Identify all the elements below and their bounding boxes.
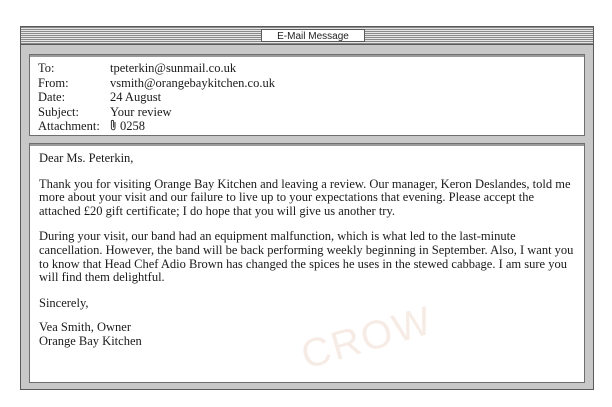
attachment-value: 0258: [120, 119, 145, 133]
window-title: E-Mail Message: [261, 29, 365, 42]
from-label: From:: [38, 75, 69, 90]
from-value: vsmith@orangebaykitchen.co.uk: [110, 75, 275, 90]
email-header-panel: [29, 54, 585, 136]
subject-label: Subject:: [38, 104, 79, 119]
signature-name: Vea Smith, Owner: [39, 320, 131, 335]
watermark: CROW: [296, 298, 438, 378]
attachment-label: Attachment:: [38, 119, 100, 133]
date-label: Date:: [38, 90, 66, 104]
attachment-row: [38, 119, 584, 135]
email-body-panel: [29, 143, 585, 383]
from-row: [38, 76, 584, 91]
signature-company: Orange Bay Kitchen: [39, 333, 142, 348]
date-value: 24 August: [110, 90, 162, 104]
subject-value: Your review: [110, 104, 172, 119]
date-row: [38, 90, 584, 105]
subject-row: [38, 105, 584, 120]
paperclip-icon: [110, 119, 117, 135]
title-bar[interactable]: [21, 27, 593, 45]
body-paragraph-1: Thank you for visiting Orange Bay Kitchen and leaving a review. Our manager, Keron Deslandes, told me more about your visit and our failure to live up to your expectations that evening. Please accept the attached £20 gift certificate; I do hope that you will give us another try.: [39, 176, 571, 218]
to-label: To:: [38, 61, 55, 75]
body-paragraph-2: During your visit, our band had an equipment malfunction, which is what led to the last-minute cancellation. However, the band will be back performing weekly beginning in September. Also, I want you to know that Head Chef Adio Brown has changed the spices he uses in the stewed cabbage. I am sure you will find them delightful.: [39, 229, 574, 285]
to-row: [38, 61, 584, 76]
attachment-link[interactable]: [110, 119, 145, 135]
greeting: Dear Ms. Peterkin,: [39, 151, 134, 165]
closing: Sincerely,: [39, 295, 89, 310]
to-value: tpeterkin@sunmail.co.uk: [110, 61, 237, 75]
email-message-window: [20, 26, 594, 390]
